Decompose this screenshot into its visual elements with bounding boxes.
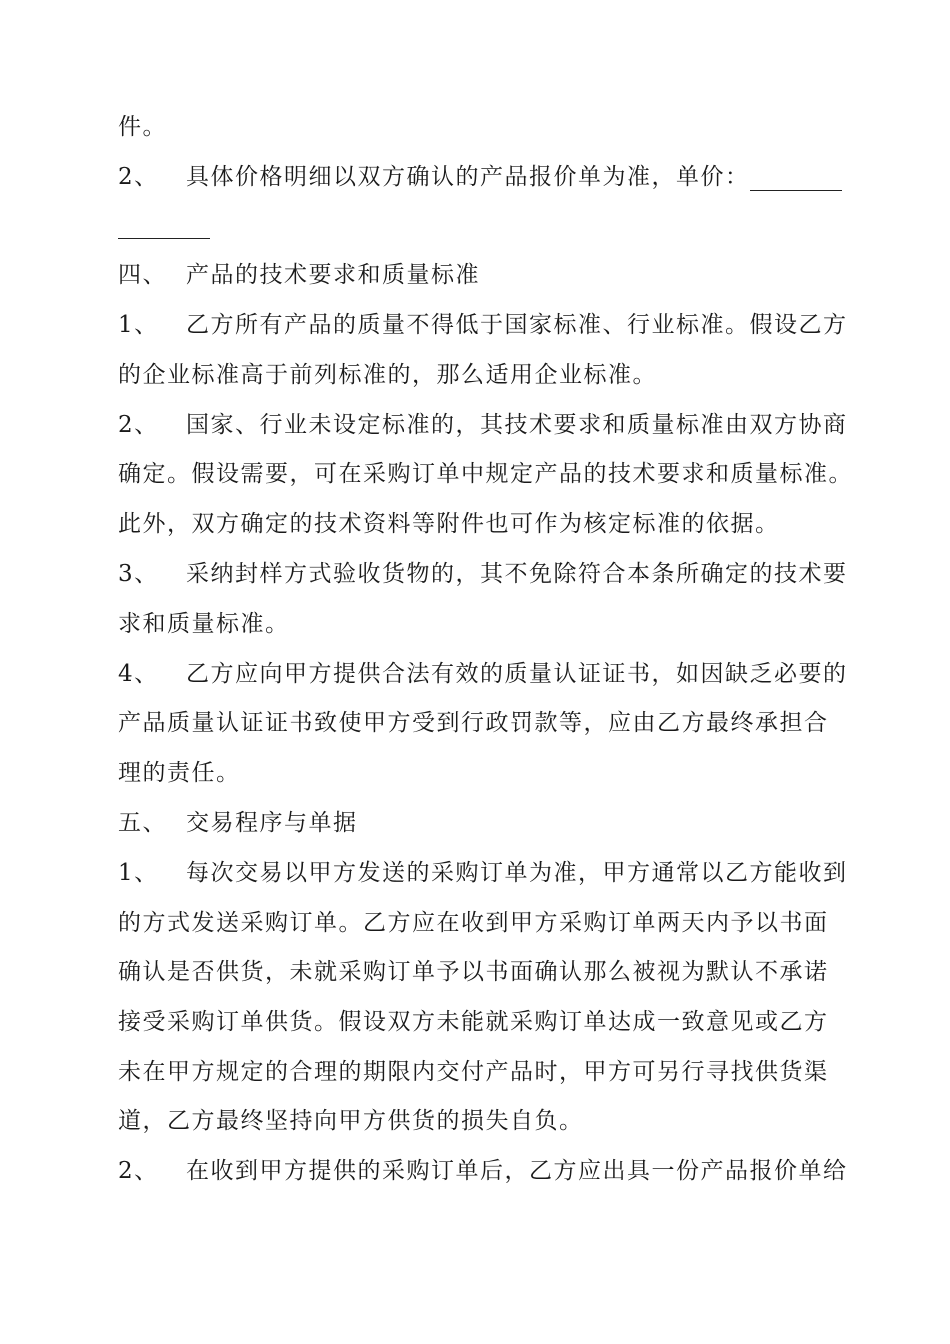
line-text: 具体价格明细以双方确认的产品报价单为准，单价： <box>186 164 750 190</box>
clause-number: 4、 <box>118 661 159 687</box>
text-line <box>118 509 838 539</box>
text-line <box>118 1106 838 1136</box>
line-text: 每次交易以甲方发送的采购订单为准，甲方通常以乙方能收到 <box>186 860 848 886</box>
line-text: 国家、行业未设定标准的，其技术要求和质量标准由双方协商 <box>186 412 848 438</box>
blank-field <box>118 212 210 239</box>
clause-line <box>118 659 848 689</box>
clause-line <box>118 559 848 589</box>
line-text: 此外，双方确定的技术资料等附件也可作为核定标准的依据。 <box>118 511 780 537</box>
line-text: 确认是否供货，未就采购订单予以书面确认那么被视为默认不承诺 <box>118 959 829 985</box>
text-line <box>118 908 838 938</box>
section-heading <box>118 808 838 838</box>
line-text: 乙方所有产品的质量不得低于国家标准、行业标准。假设乙方 <box>186 312 848 338</box>
text-line <box>118 210 838 240</box>
text-line <box>118 708 838 738</box>
line-text: 件。 <box>118 114 167 140</box>
text-line <box>118 360 838 390</box>
clause-line <box>118 858 848 888</box>
line-text: 的企业标准高于前列标准的，那么适用企业标准。 <box>118 362 657 388</box>
text-line <box>118 609 838 639</box>
text-line <box>118 459 853 489</box>
text-line <box>118 957 838 987</box>
line-text: 的方式发送采购订单。乙方应在收到甲方采购订单两天内予以书面 <box>118 910 829 936</box>
line-text: 乙方应向甲方提供合法有效的质量认证证书，如因缺乏必要的 <box>186 661 848 687</box>
clause-line <box>118 310 848 340</box>
text-line <box>118 1007 838 1037</box>
clause-number: 2、 <box>118 164 159 190</box>
section-heading <box>118 260 838 290</box>
clause-number: 1、 <box>118 860 159 886</box>
line-text: 接受采购订单供货。假设双方未能就采购订单达成一致意见或乙方 <box>118 1009 829 1035</box>
line-text: 确定。假设需要，可在采购订单中规定产品的技术要求和质量标准。 <box>118 461 853 487</box>
clause-line <box>118 410 848 440</box>
text-line <box>118 1057 838 1087</box>
line-text: 理的责任。 <box>118 760 241 786</box>
clause-number: 2、 <box>118 412 159 438</box>
line-text: 产品质量认证证书致使甲方受到行政罚款等，应由乙方最终承担合 <box>118 710 829 736</box>
clause-line <box>118 162 838 192</box>
section-number: 五、 <box>118 810 167 836</box>
line-text: 未在甲方规定的合理的期限内交付产品时，甲方可另行寻找供货渠 <box>118 1059 829 1085</box>
line-text: 在收到甲方提供的采购订单后，乙方应出具一份产品报价单给 <box>186 1158 848 1184</box>
clause-number: 1、 <box>118 312 159 338</box>
section-title: 交易程序与单据 <box>186 810 358 836</box>
text-line <box>118 112 838 142</box>
blank-field <box>750 164 842 191</box>
line-text: 道，乙方最终坚持向甲方供货的损失自负。 <box>118 1108 584 1134</box>
section-title: 产品的技术要求和质量标准 <box>186 262 480 288</box>
clause-line <box>118 1156 848 1186</box>
text-line <box>118 758 838 788</box>
clause-number: 3、 <box>118 561 159 587</box>
clause-number: 2、 <box>118 1158 159 1184</box>
line-text: 求和质量标准。 <box>118 611 290 637</box>
line-text: 采纳封样方式验收货物的，其不免除符合本条所确定的技术要 <box>186 561 848 587</box>
section-number: 四、 <box>118 262 167 288</box>
